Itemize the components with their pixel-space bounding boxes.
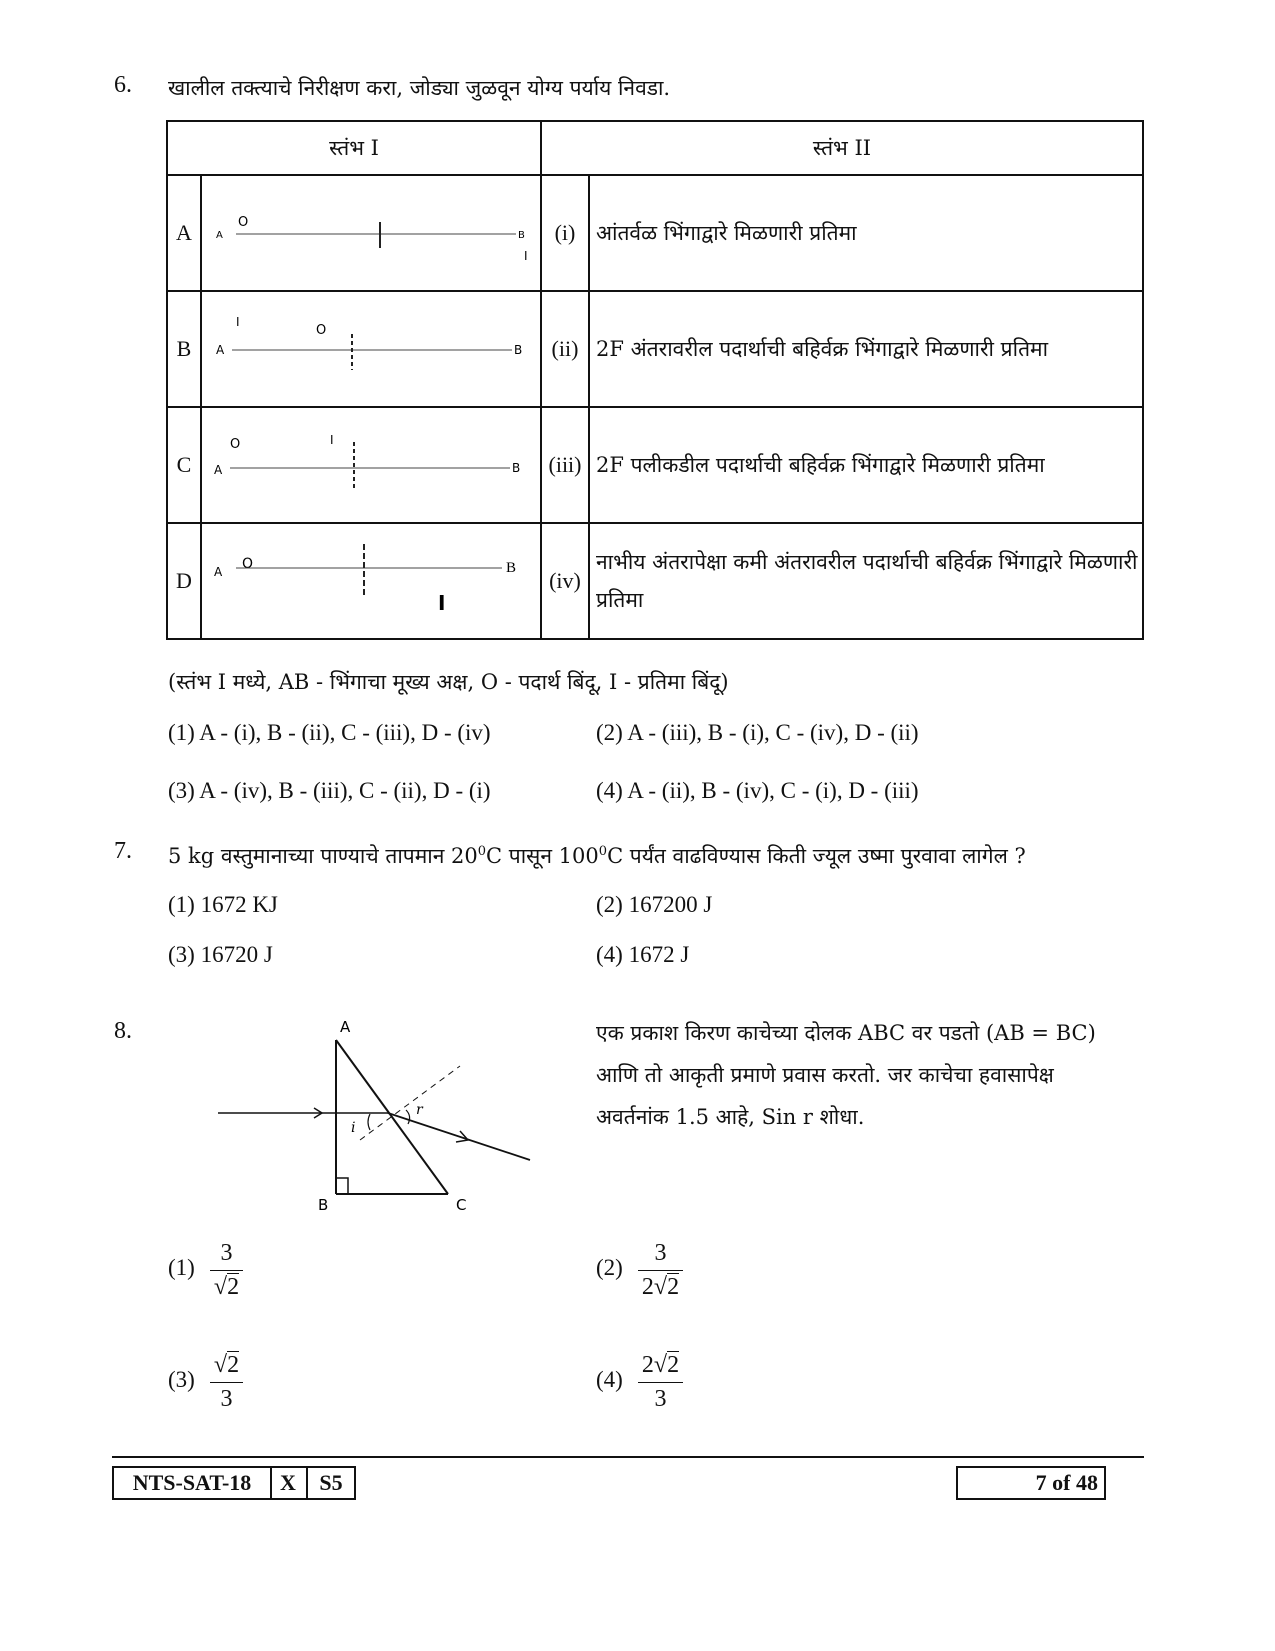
diagram-b [201,291,541,407]
footer-rule [112,1456,1144,1458]
svg-text:A: A [216,230,223,241]
q6-option-1[interactable]: (1) A - (i), B - (ii), C - (iii), D - (iv) [168,720,491,745]
ray-diagram-a [202,176,538,286]
footer-std: X [270,1466,308,1500]
ray-diagram-d [202,524,538,634]
q7-option-1[interactable]: (1) 1672 KJ [168,892,278,917]
table-row [167,175,1143,291]
table-row [167,291,1143,407]
q8-number: 8. [114,1018,132,1044]
q7-option-2[interactable]: (2) 167200 J [596,892,713,917]
svg-text:A: A [214,463,223,477]
label-r: r [416,1102,423,1118]
q6-text: खालील तक्त्याचे निरीक्षण करा, जोड्या जुळवून योग्य पर्याय निवडा. [168,76,671,100]
q8-text: एक प्रकाश किरण काचेच्या दोलक ABC वर पडतो (AB = BC) आणि तो आकृती प्रमाणे प्रवास करतो. जर काचेचा हवासापेक्ष अवर्तनांक 1.5 आहे, Sin r शोधा. [596,1021,1096,1129]
row-roman: (ii) [541,291,589,407]
q7-option-3[interactable]: (3) 16720 J [168,942,273,967]
svg-text:O: O [242,556,254,572]
q7-option-4[interactable]: (4) 1672 J [596,942,690,967]
page-number: 7 of 48 [956,1466,1106,1500]
col1-header: स्तंभ I [167,121,541,175]
label-b: B [318,1196,329,1214]
q7-number: 7. [114,838,132,864]
q8-option-2[interactable]: (2) $\frac{3}{2√2}$ [596,1240,683,1301]
svg-text:I: I [524,249,528,263]
diagram-c [201,407,541,523]
q6-option-2[interactable]: (2) A - (iii), B - (i), C - (iv), D - (ii) [596,720,919,745]
row-desc: नाभीय अंतरापेक्षा कमी अंतरावरील पदार्थाची बहिर्वक्र भिंगाद्वारे मिळणारी प्रतिमा [589,523,1143,639]
diagram-d [201,523,541,639]
row-letter: B [167,291,201,407]
svg-text:I: I [438,591,446,615]
svg-text:B: B [518,230,525,241]
match-table [166,120,1144,640]
svg-text:B: B [512,461,521,475]
svg-text:O: O [230,437,241,452]
svg-text:O: O [316,323,327,338]
label-i: i [351,1120,356,1136]
row-letter: A [167,175,201,291]
svg-text:A: A [214,565,223,579]
label-c: C [456,1196,467,1214]
svg-text:O: O [238,215,249,230]
svg-text:A: A [216,343,225,357]
row-desc: 2F पलीकडील पदार्थाची बहिर्वक्र भिंगाद्वारे मिळणारी प्रतिमा [589,407,1143,523]
row-desc: आंतर्वळ भिंगाद्वारे मिळणारी प्रतिमा [589,175,1143,291]
col2-header: स्तंभ II [541,121,1143,175]
q6-note: (स्तंभ I मध्ये, AB - भिंगाचा मूख्य अक्ष, O - पदार्थ बिंदू, I - प्रतिमा बिंदू) [168,670,729,694]
q6-option-3[interactable]: (3) A - (iv), B - (iii), C - (ii), D - (i) [168,778,491,803]
svg-text:I: I [236,315,240,329]
row-letter: C [167,407,201,523]
q6-number: 6. [114,72,132,98]
footer-set: S5 [308,1466,356,1500]
label-a: A [340,1018,351,1036]
row-roman: (iv) [541,523,589,639]
q7-text: 5 kg वस्तुमानाच्या पाण्याचे तापमान $20^0C$ पासून $100^0C$ पर्यंत वाढविण्यास किती ज्यूल उष्मा पुरवावा लागेल ? [168,844,1026,868]
svg-text:B: B [514,343,523,357]
q6-option-4[interactable]: (4) A - (ii), B - (iv), C - (i), D - (iii) [596,778,919,803]
row-letter: D [167,523,201,639]
ray-diagram-c [202,408,538,518]
ray-diagram-b [202,292,538,402]
q8-option-4[interactable]: (4) $\frac{2√2}{3}$ [596,1352,683,1413]
table-row [167,407,1143,523]
table-row [167,523,1143,639]
q8-option-3[interactable]: (3) $\frac{√2}{3}$ [168,1352,243,1413]
row-roman: (i) [541,175,589,291]
prism-figure [210,1018,550,1218]
svg-text:I: I [330,433,334,447]
q8-option-1[interactable]: (1) $\frac{3}{√2}$ [168,1240,243,1301]
diagram-a [201,175,541,291]
row-desc: 2F अंतरावरील पदार्थाची बहिर्वक्र भिंगाद्वारे मिळणारी प्रतिमा [589,291,1143,407]
svg-text:B: B [506,560,517,576]
row-roman: (iii) [541,407,589,523]
footer-code: NTS-SAT-18 [112,1466,272,1500]
